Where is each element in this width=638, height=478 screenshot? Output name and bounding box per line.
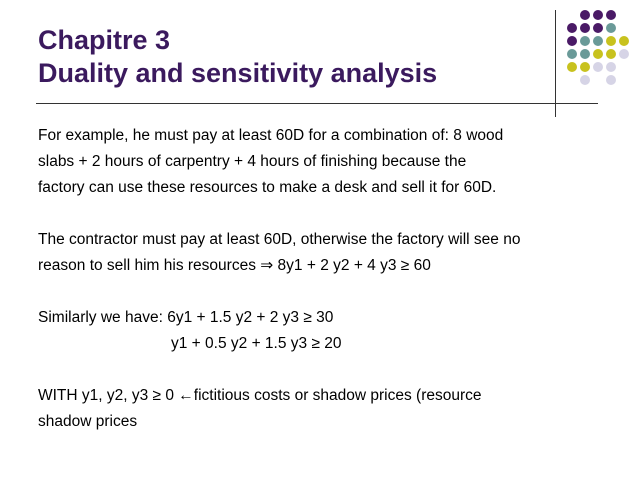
- decorative-dot: [619, 49, 629, 59]
- title-divider-vertical: [555, 10, 556, 117]
- slide-title: [38, 24, 437, 90]
- decorative-dot: [580, 49, 590, 59]
- decorative-dot: [606, 75, 616, 85]
- decorative-dot: [567, 49, 577, 59]
- decorative-dot: [593, 10, 603, 20]
- decorative-dot: [606, 10, 616, 20]
- decorative-dot: [606, 23, 616, 33]
- decorative-dot: [593, 49, 603, 59]
- decorative-dot: [593, 62, 603, 72]
- title-divider-horizontal: [36, 103, 598, 104]
- decorative-dot: [567, 62, 577, 72]
- p4-line-2: shadow prices: [38, 413, 138, 430]
- decorative-dot: [580, 36, 590, 46]
- p3-line-2: y1 + 0.5 y2 + 1.5 y3 ≥ 20: [171, 335, 342, 352]
- decorative-dot: [580, 62, 590, 72]
- p1-line-2: slabs + 2 hours of carpentry + 4 hours of finishing because the: [38, 153, 467, 170]
- p1-line-3: factory can use these resources to make a desk and sell it for 60D.: [38, 179, 497, 196]
- p1-line-1: For example, he must pay at least 60D for a combination of: 8 wood: [38, 127, 504, 144]
- decorative-dot: [567, 23, 577, 33]
- decorative-dot: [580, 23, 590, 33]
- decorative-dot: [619, 36, 629, 46]
- decorative-dot: [593, 36, 603, 46]
- decorative-dot: [580, 10, 590, 20]
- p3-line-1: Similarly we have: 6y1 + 1.5 y2 + 2 y3 ≥ 30: [38, 309, 334, 326]
- decorative-dot: [580, 75, 590, 85]
- decorative-dot: [606, 49, 616, 59]
- p2-line-1: The contractor must pay at least 60D, otherwise the factory will see no: [38, 231, 521, 248]
- title-line-1: Chapitre 3: [38, 25, 171, 55]
- title-line-2: Duality and sensitivity analysis: [38, 58, 438, 88]
- decorative-dot: [567, 36, 577, 46]
- p2-line-2: reason to sell him his resources ⇒ 8y1 + 2 y2 + 4 y3 ≥ 60: [38, 257, 431, 274]
- decorative-dot-grid: [565, 8, 635, 116]
- p4-line-1: WITH y1, y2, y3 ≥ 0 ←fictitious costs or shadow prices (resource: [38, 387, 482, 404]
- decorative-dot: [606, 62, 616, 72]
- decorative-dot: [593, 23, 603, 33]
- decorative-dot: [606, 36, 616, 46]
- slide-body: [38, 123, 628, 435]
